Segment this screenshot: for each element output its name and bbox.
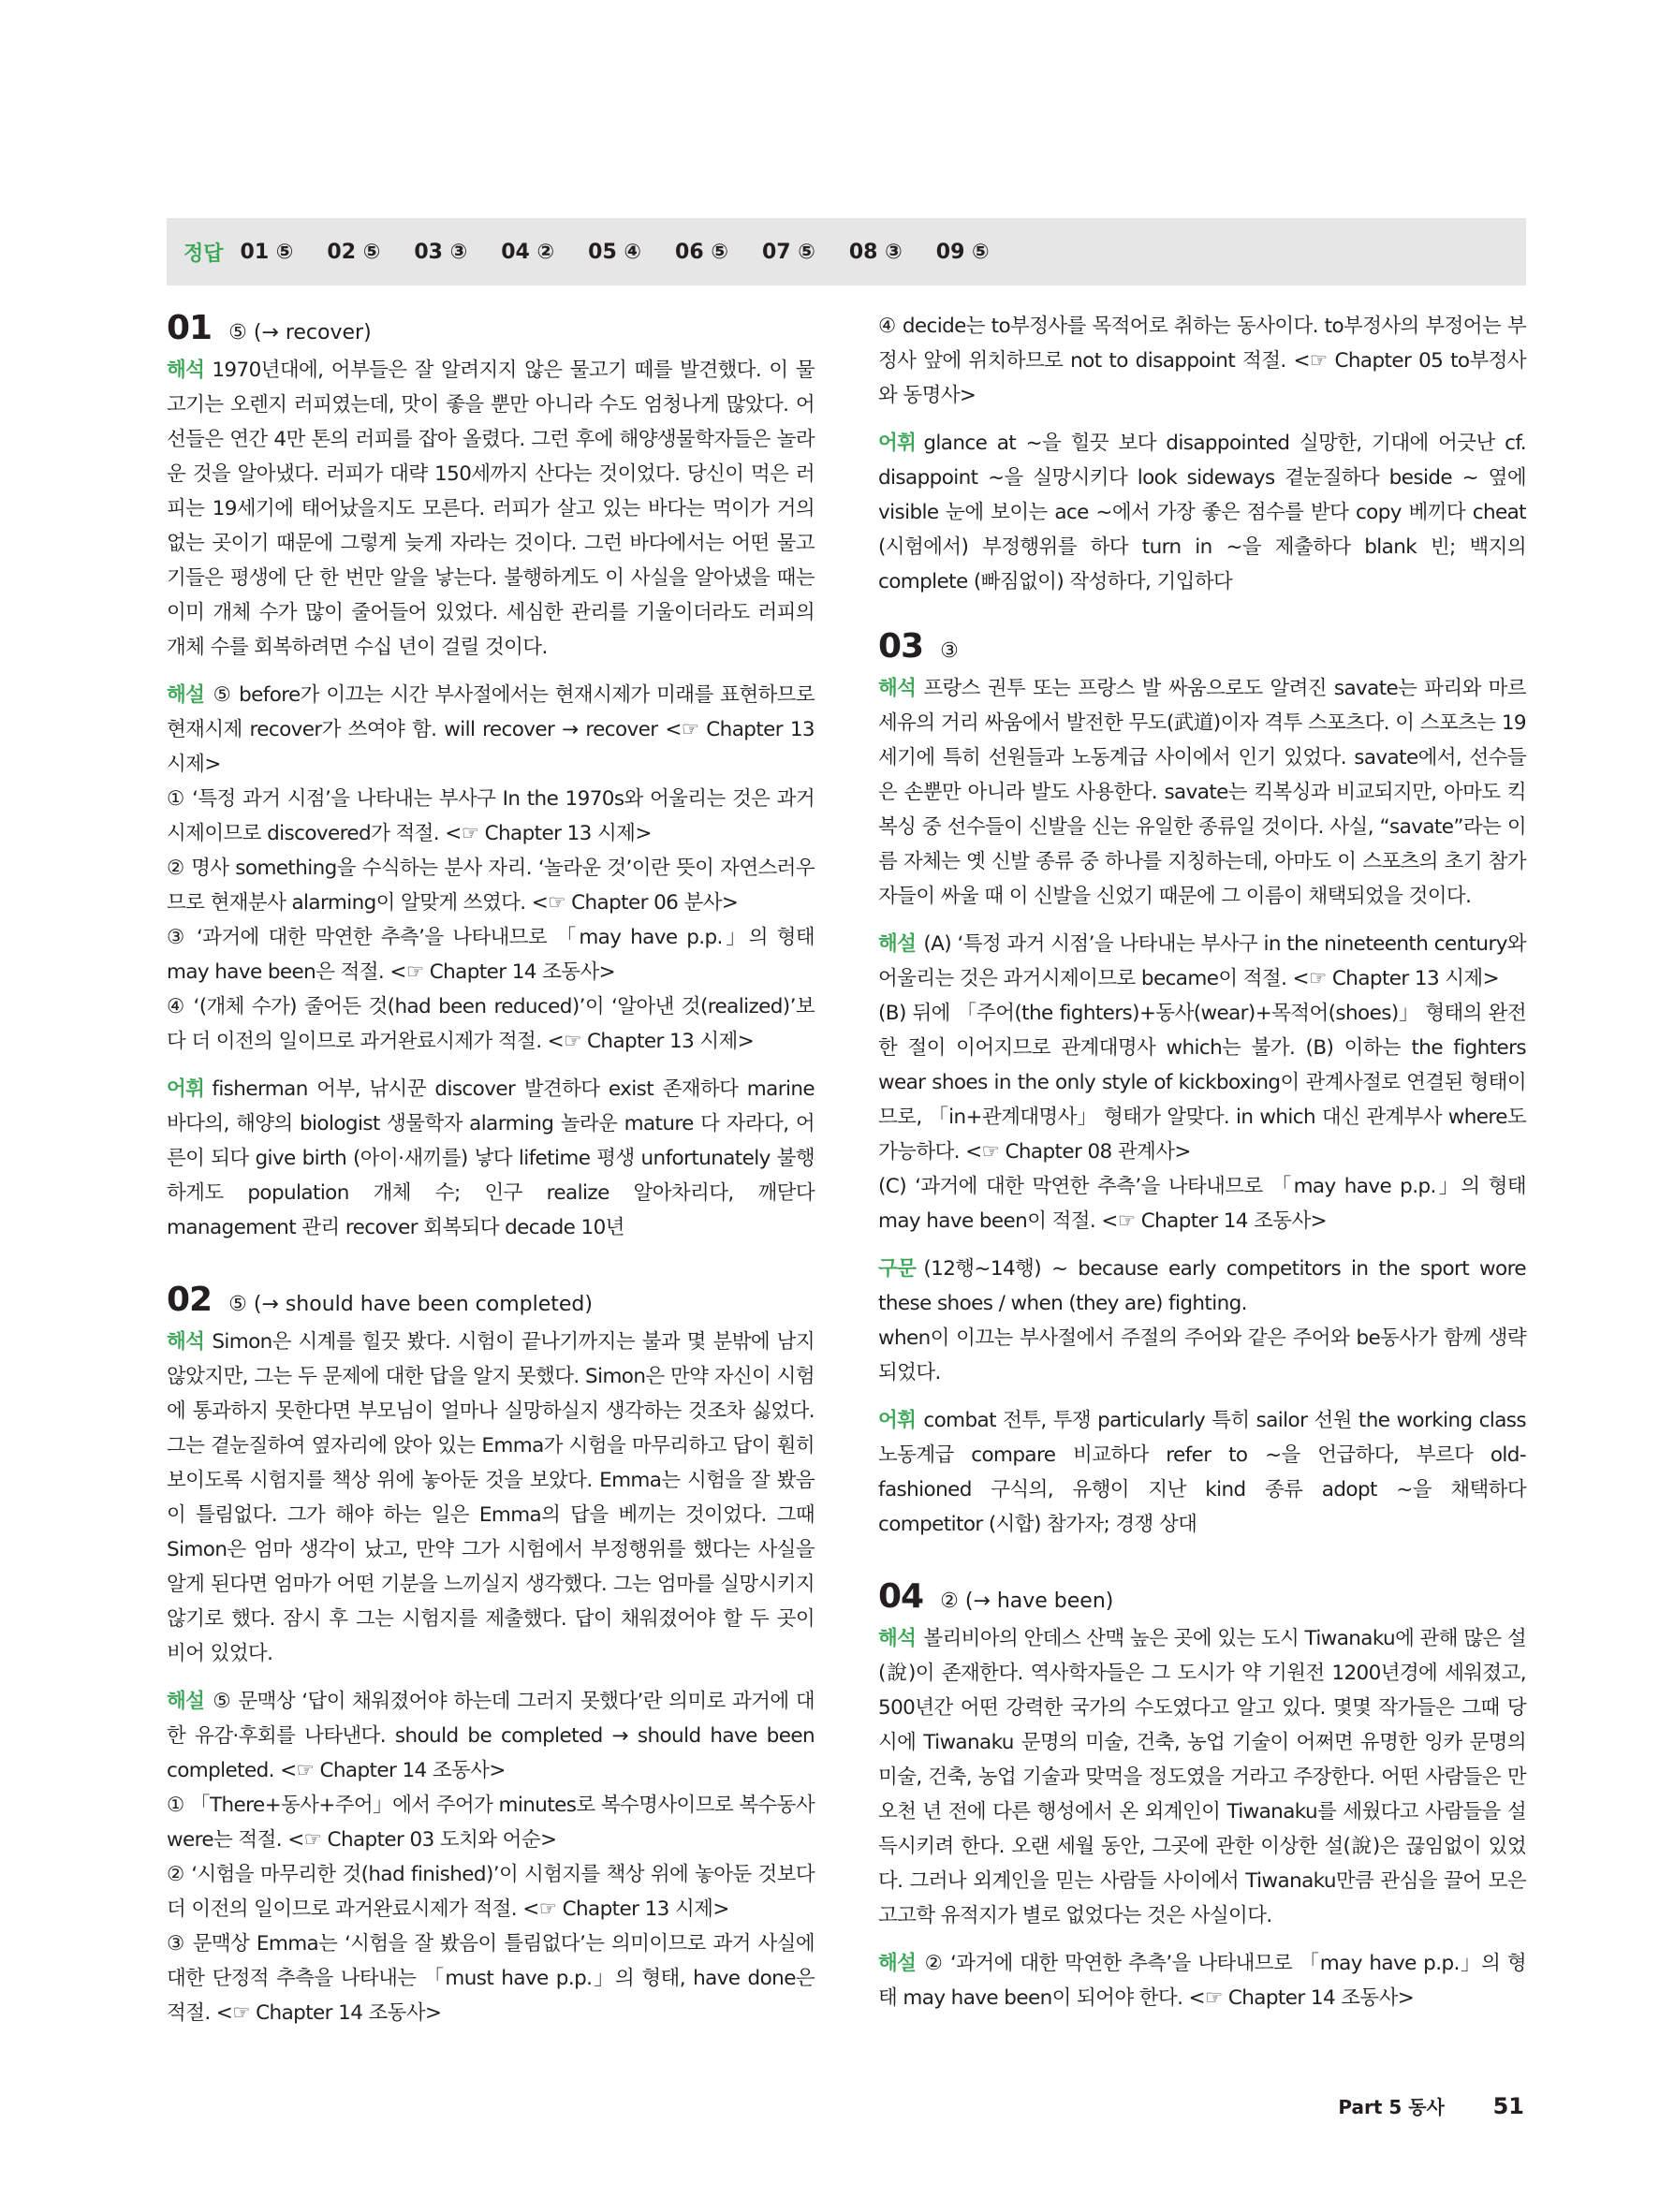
answer-item: 05 ④ xyxy=(588,240,642,264)
section-header xyxy=(878,627,1526,666)
translation-block xyxy=(167,1325,815,1671)
section-number: 01 xyxy=(167,309,213,347)
explanation-block xyxy=(878,927,1526,1238)
vocabulary-block xyxy=(167,1072,815,1245)
section-04 xyxy=(878,1577,1526,2015)
explanation-line: ② ‘시험을 마무리한 것(had finished)’이 시험지를 책상 위에 놓아둔 것보다 더 이전의 일이므로 과거완료시제가 적절. <☞ Chapter 13 시제> xyxy=(167,1863,815,1921)
explanation-tag: 해설 xyxy=(878,1952,917,1975)
explanation-line: ① 「There+동사+주어」에서 주어가 minutes로 복수명사이므로 복수동사 were는 적절. <☞ Chapter 03 도치와 어순> xyxy=(167,1794,815,1852)
explanation-line: ④ ‘(개체 수가) 줄어든 것(had been reduced)’이 ‘알아낸 것(realized)’보다 더 이전의 일이므로 과거완료시제가 적절. <☞ Chapter 13 시제> xyxy=(167,995,815,1053)
vocabulary-block xyxy=(878,426,1526,599)
translation-text: 1970년대에, 어부들은 잘 알려지지 않은 물고기 떼를 발견했다. 이 물고기는 오렌지 러피였는데, 맛이 좋을 뿐만 아니라 수도 엄청나게 많았다. 어선들은 연간 4만 톤의 러피를 잡아 올렸다. 그런 후에 해양생물학자들은 놀라운 것을 알아냈다. 러피가 대략 150세까지 산다는 것이었다. 당신이 먹은 러피는 19세기에 태어났을지도 모른다. 러피가 살고 있는 바다는 먹이가 거의 없는 곳이기 때문에 그렇게 늦게 자라는 것이다. 그런 바다에서는 어떤 물고기들은 평생에 단 한 번만 알을 낳는다. 불행하게도 이 사실을 알아냈을 때는 이미 개체 수가 많이 줄어들어 있었다. 세심한 관리를 기울이더라도 러피의 개체 수를 회복하려면 수십 년이 걸릴 것이다. xyxy=(167,359,815,659)
vocabulary-text: combat 전투, 투쟁 particularly 특히 sailor 선원 the working class 노동계급 compare 비교하다 refer to ~을 언급하다, 부르다 old-fashioned 구식의, 유행이 지난 kind 종류 adopt ~을 채택하다 competitor (시합) 참가자; 경쟁 상대 xyxy=(878,1409,1526,1536)
explanation-line: ⑤ 문맥상 ‘답이 채워졌어야 하는데 그러지 못했다’란 의미로 과거에 대한 유감·후회를 나타낸다. should be completed → should have been completed. <☞ Chapter 14 조동사> xyxy=(167,1690,815,1782)
page-number: 51 xyxy=(1492,2093,1524,2119)
answer-item: 07 ⑤ xyxy=(761,240,815,264)
section-answer: ② (→ have been) xyxy=(940,1589,1114,1613)
explanation-line: ⑤ before가 이끄는 시간 부사절에서는 현재시제가 미래를 표현하므로 현재시제 recover가 쓰여야 함. will recover → recover <☞ Chapter 13 시제> xyxy=(167,683,815,776)
translation-tag: 해석 xyxy=(878,677,917,700)
answer-item: 02 ⑤ xyxy=(327,240,381,264)
explanation-tag: 해설 xyxy=(167,1690,205,1713)
section-header xyxy=(878,1577,1526,1616)
explanation-line: ③ 문맥상 Emma는 ‘시험을 잘 봤음이 틀림없다’는 의미이므로 과거 사실에 대한 단정적 추측을 나타내는 「must have p.p.」의 형태, have done은 적절. <☞ Chapter 14 조동사> xyxy=(167,1932,815,2025)
section-03 xyxy=(878,627,1526,1542)
explanation-line: (C) ‘과거에 대한 막연한 추측’을 나타내므로 「may have p.p.」의 형태 may have been이 적절. <☞ Chapter 14 조동사> xyxy=(878,1175,1526,1233)
translation-tag: 해석 xyxy=(878,1627,917,1650)
explanation-block xyxy=(167,678,815,1059)
answer-item: 08 ③ xyxy=(848,240,903,264)
translation-text: 프랑스 권투 또는 프랑스 발 싸움으로도 알려진 savate는 파리와 마르세유의 거리 싸움에서 발전한 무도(武道)이자 격투 스포츠다. 이 스포츠는 19세기에 특히 선원들과 노동계급 사이에서 인기 있었다. savate에서, 선수들은 손뿐만 아니라 발도 사용한다. savate는 킥복싱과 비교되지만, 아마도 킥복싱 중 선수들이 신발을 신는 유일한 종류일 것이다. 사실, “savate”라는 이름 자체는 옛 신발 종류 중 하나를 지칭하는데, 아마도 이 스포츠의 초기 참가자들이 싸울 때 이 신발을 신었기 때문에 그 이름이 채택되었을 것이다. xyxy=(878,677,1526,908)
explanation-text: ② ‘과거에 대한 막연한 추측’을 나타내므로 「may have p.p.」의 형태 may have been이 되어야 한다. <☞ Chapter 14 조동사> xyxy=(878,1952,1526,2010)
syntax-block xyxy=(878,1252,1526,1390)
translation-block xyxy=(878,671,1526,914)
vocabulary-tag: 어휘 xyxy=(878,432,917,455)
vocabulary-block xyxy=(878,1403,1526,1542)
explanation-continued: ④ decide는 to부정사를 목적어로 취하는 동사이다. to부정사의 부정어는 부정사 앞에 위치하므로 not to disappoint 적절. <☞ Chapter 05 to부정사와 동명사> xyxy=(878,315,1526,407)
answer-item: 01 ⑤ xyxy=(240,240,294,264)
left-column xyxy=(167,309,815,2066)
explanation-tag: 해설 xyxy=(167,683,205,707)
explanation-line: ② 명사 something을 수식하는 분사 자리. ‘놀라운 것’이란 뜻이 자연스러우므로 현재분사 alarming이 알맞게 쓰였다. <☞ Chapter 06 분사> xyxy=(167,857,815,915)
section-answer: ⑤ (→ should have been completed) xyxy=(228,1293,593,1316)
vocabulary-tag: 어휘 xyxy=(878,1409,917,1432)
section-01 xyxy=(167,309,815,1245)
vocabulary-tag: 어휘 xyxy=(167,1077,205,1101)
page-footer xyxy=(1338,2092,1524,2119)
section-number: 03 xyxy=(878,627,924,666)
syntax-note: when이 이끄는 부사절에서 주절의 주어와 같은 주어와 be동사가 함께 생략되었다. xyxy=(878,1326,1526,1384)
explanation-line: ① ‘특정 과거 시점’을 나타내는 부사구 In the 1970s와 어울리는 것은 과거시제이므로 discovered가 적절. <☞ Chapter 13 시제> xyxy=(167,787,815,845)
answer-item: 06 ⑤ xyxy=(675,240,728,264)
explanation-tag: 해설 xyxy=(878,932,917,956)
section-header xyxy=(167,1281,815,1319)
section-answer: ⑤ (→ recover) xyxy=(228,321,372,344)
right-column xyxy=(878,309,1526,2051)
translation-block xyxy=(167,353,815,665)
answer-item: 03 ③ xyxy=(414,240,468,264)
section-number: 04 xyxy=(878,1577,924,1616)
answer-item: 04 ② xyxy=(501,240,555,264)
answer-item: 09 ⑤ xyxy=(935,240,990,264)
section-header xyxy=(167,309,815,347)
part-title: Part 5 동사 xyxy=(1338,2096,1445,2118)
explanation-block xyxy=(167,1684,815,2030)
section-02 xyxy=(167,1281,815,2030)
explanation-line: (A) ‘특정 과거 시점’을 나타내는 부사구 in the nineteenth century와 어울리는 것은 과거시제이므로 became이 적절. <☞ Chapter 13 시제> xyxy=(878,932,1526,990)
translation-text: 볼리비아의 안데스 산맥 높은 곳에 있는 도시 Tiwanaku에 관해 많은 설(說)이 존재한다. 역사학자들은 그 도시가 약 기원전 1200년경에 세워졌고, 500년간 어떤 강력한 국가의 수도였다고 알고 있다. 몇몇 작가들은 그때 당시에 Tiwanaku 문명의 미술, 건축, 농업 기술이 어쩌면 유명한 잉카 문명의 미술, 건축, 농업 기술과 맞먹을 정도였을 거라고 주장한다. 어떤 사람들은 만 오천 년 전에 다른 행성에서 온 외계인이 Tiwanaku를 세웠다고 사람들을 설득시키려 한다. 오랜 세월 동안, 그곳에 관한 이상한 설(說)은 끊임없이 있었다. 그러나 외계인을 믿는 사람들 사이에서 Tiwanaku만큼 관심을 끌어 모은 고고학 유적지가 별로 없었다는 것은 사실이다. xyxy=(878,1627,1526,1927)
syntax-line: (12행~14행) ~ because early competitors in the sport wore these shoes / when (they are) fighting. xyxy=(878,1257,1526,1315)
explanation-block xyxy=(878,1946,1526,2015)
translation-tag: 해석 xyxy=(167,359,205,382)
answer-key-bar xyxy=(167,218,1526,286)
explanation-line: (B) 뒤에 「주어(the fighters)+동사(wear)+목적어(shoes)」 형태의 완전한 절이 이어지므로 관계대명사 which는 불가. (B) 이하는 the fighters wear shoes in the only style of kickboxing이 관계사절로 연결된 형태이므로, 「in+관계대명사」 형태가 알맞다. in which 대신 관계부사 where도 가능하다. <☞ Chapter 08 관계사> xyxy=(878,1002,1526,1164)
section-answer: ③ xyxy=(940,639,959,663)
translation-block xyxy=(878,1621,1526,1933)
answer-key-label: 정답 xyxy=(184,242,224,266)
translation-tag: 해석 xyxy=(167,1330,205,1354)
translation-text: Simon은 시계를 힐끗 봤다. 시험이 끝나기까지는 불과 몇 분밖에 남지 않았지만, 그는 두 문제에 대한 답을 알지 못했다. Simon은 만약 자신이 시험에 통과하지 못한다면 부모님이 얼마나 실망하실지 생각하는 것조차 싫었다. 그는 곁눈질하여 옆자리에 앉아 있는 Emma가 시험을 마무리하고 답이 훤히 보이도록 시험지를 책상 위에 놓아둔 것을 보았다. Emma는 시험을 잘 봤음이 틀림없다. 그가 해야 하는 일은 Emma의 답을 베끼는 것이었다. 그때 Simon은 엄마 생각이 났고, 만약 그가 시험에서 부정행위를 했다는 사실을 알게 된다면 엄마가 어떤 기분을 느끼실지 생각했다. 그는 엄마를 실망시키지 않기로 했다. 잠시 후 그는 시험지를 제출했다. 답이 채워졌어야 할 두 곳이 비어 있었다. xyxy=(167,1330,815,1665)
syntax-tag: 구문 xyxy=(878,1257,917,1281)
vocabulary-text: glance at ~을 힐끗 보다 disappointed 실망한, 기대에 어긋난 cf. disappoint ~을 실망시키다 look sideways 곁눈질하다 beside ~ 옆에 visible 눈에 보이는 ace ~에서 가장 좋은 점수를 받다 copy 베끼다 cheat (시험에서) 부정행위를 하다 turn in ~을 제출하다 blank 빈; 백지의 complete (빠짐없이) 작성하다, 기입하다 xyxy=(878,432,1526,593)
vocabulary-text: fisherman 어부, 낚시꾼 discover 발견하다 exist 존재하다 marine 바다의, 해양의 biologist 생물학자 alarming 놀라운 mature 다 자라다, 어른이 되다 give birth (아이·새끼를) 낳다 lifetime 평생 unfortunately 불행하게도 population 개체 수; 인구 realize 알아차리다, 깨닫다 management 관리 recover 회복되다 decade 10년 xyxy=(167,1077,815,1239)
explanation-line: ③ ‘과거에 대한 막연한 추측’을 나타내므로 「may have p.p.」의 형태 may have been은 적절. <☞ Chapter 14 조동사> xyxy=(167,926,815,984)
section-number: 02 xyxy=(167,1281,213,1319)
